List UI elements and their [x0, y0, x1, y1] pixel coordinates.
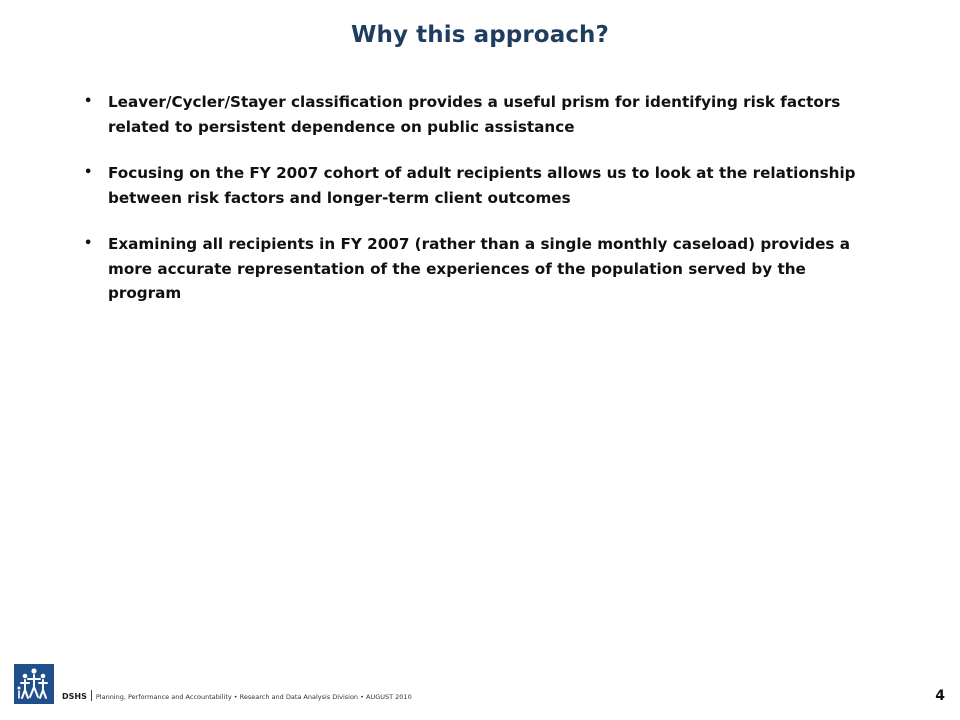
bullet-item [84, 90, 884, 139]
bullet-dot-icon: • [84, 236, 93, 251]
bullet-text: Leaver/Cycler/Stayer classification provides a useful prism for identifying risk factors related to persistent dependence on public assistance [108, 93, 841, 136]
footer-text [62, 690, 412, 701]
bullet-list [84, 90, 884, 328]
footer-org: DSHS [62, 692, 87, 701]
slide-title: Why this approach? [351, 22, 609, 48]
bullet-text: Examining all recipients in FY 2007 (rather than a single monthly caseload) provides a more accurate representation of the experiences of the population served by the program [108, 235, 850, 302]
bullet-text: Focusing on the FY 2007 cohort of adult recipients allows us to look at the relationship between risk factors and longer-term client outcomes [108, 164, 856, 207]
footer-divider [91, 690, 92, 701]
bullet-item [84, 232, 884, 306]
bullet-dot-icon: • [84, 94, 93, 109]
dshs-people-logo-icon [14, 664, 54, 704]
footer-caption: Planning, Performance and Accountability • Research and Data Analysis Division • AUGUST 2010 [95, 693, 412, 701]
bullet-item [84, 161, 884, 210]
page-number: 4 [935, 688, 945, 704]
bullet-dot-icon: • [84, 165, 93, 180]
